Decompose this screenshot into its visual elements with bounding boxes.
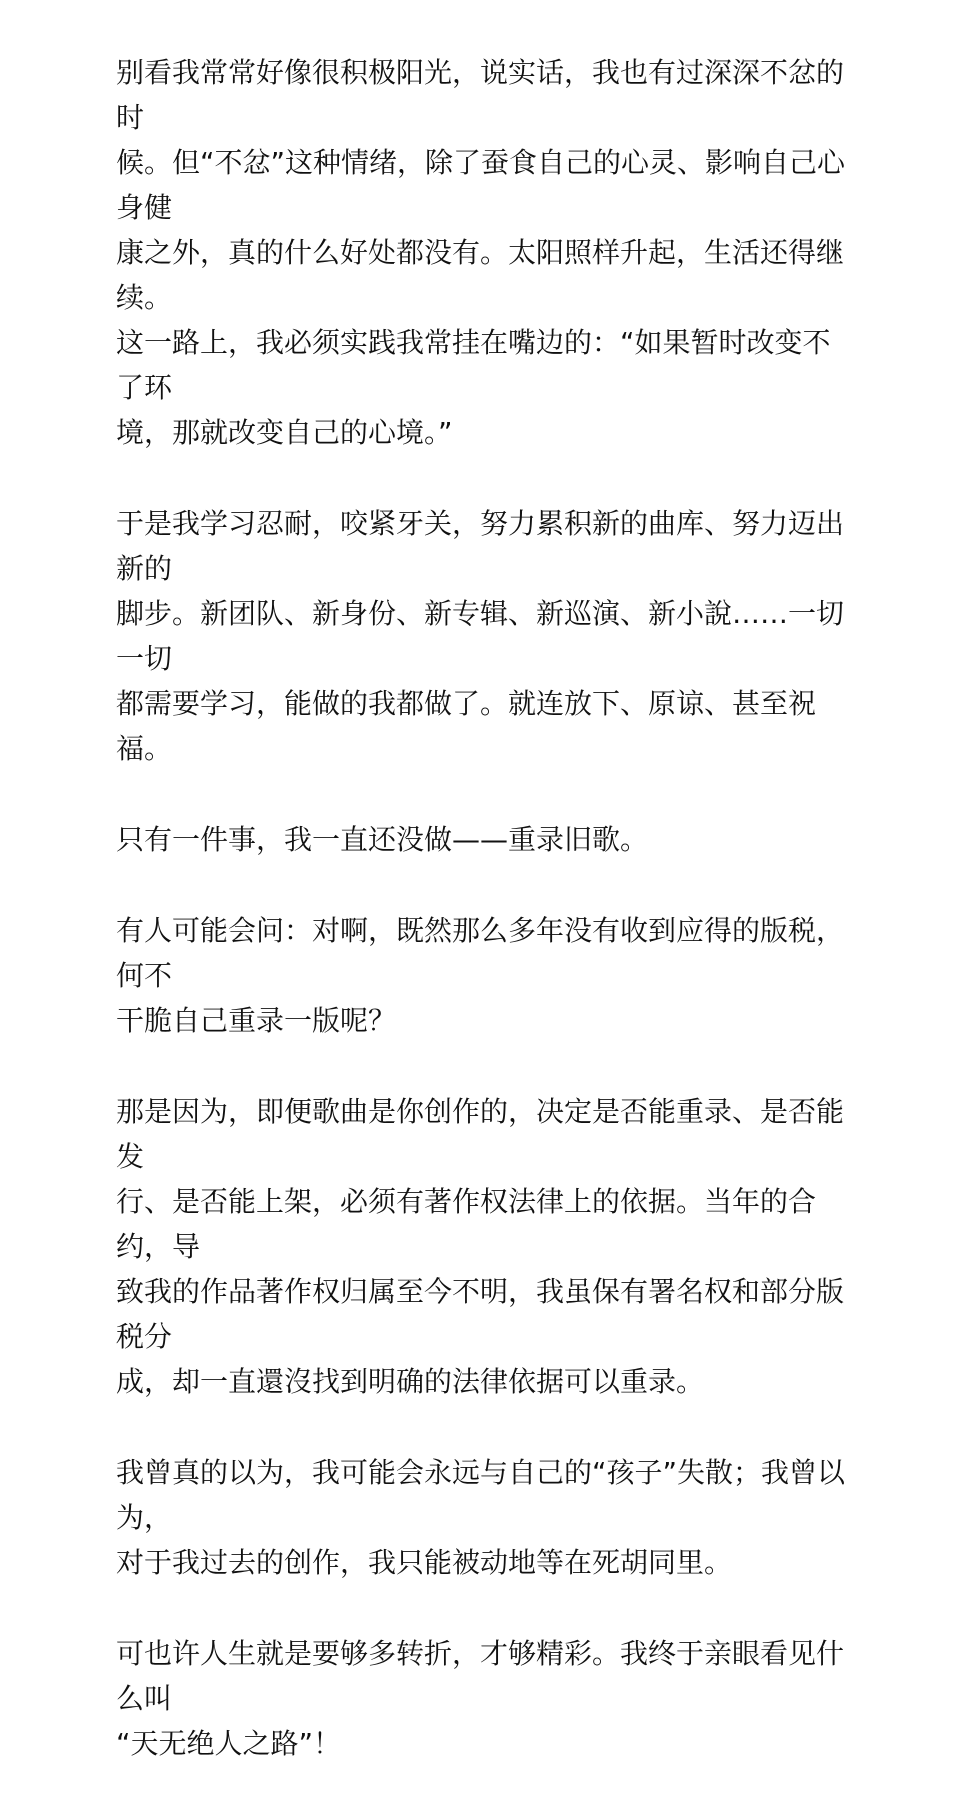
document-body [116, 50, 848, 1812]
paragraph: 有人可能会问：对啊，既然那么多年没有收到应得的版税，何不 干脆自己重录一版呢？ [116, 914, 845, 1037]
paragraph: 于是我学习忍耐，咬紧牙关，努力累积新的曲库、努力迈出新的 脚步。新团队、新身份、新专辑、新巡演、新小說……一切一切 都需要学习，能做的我都做了。就连放下、原谅、甚至祝福。 [116, 507, 845, 765]
paragraph: 我曾真的以为，我可能会永远与自己的“孩子”失散；我曾以为， 对于我过去的创作，我只能被动地等在死胡同里。 [116, 1456, 846, 1579]
paragraph: 可也许人生就是要够多转折，才够精彩。我终于亲眼看见什么叫 “天无绝人之路”！ [116, 1637, 845, 1760]
paragraph: 只有一件事，我一直还没做——重录旧歌。 [116, 823, 649, 856]
paragraph: 别看我常常好像很积极阳光，说实话，我也有过深深不忿的时 候。但“不忿”这种情绪，除了蚕食自己的心灵、影响自己心身健 康之外，真的什么好处都没有。太阳照样升起，生活还得继续。 这一路上，我必须实践我常挂在嘴边的：“如果暂时改变不了环 境，那就改变自己的心境。” [116, 56, 846, 449]
paragraph: 那是因为，即便歌曲是你创作的，决定是否能重录、是否能发 行、是否能上架，必须有著作权法律上的依据。当年的合约，导 致我的作品著作权归属至今不明，我虽保有署名权和部分版税分 成，却一直還沒找到明确的法律依据可以重录。 [116, 1095, 845, 1398]
